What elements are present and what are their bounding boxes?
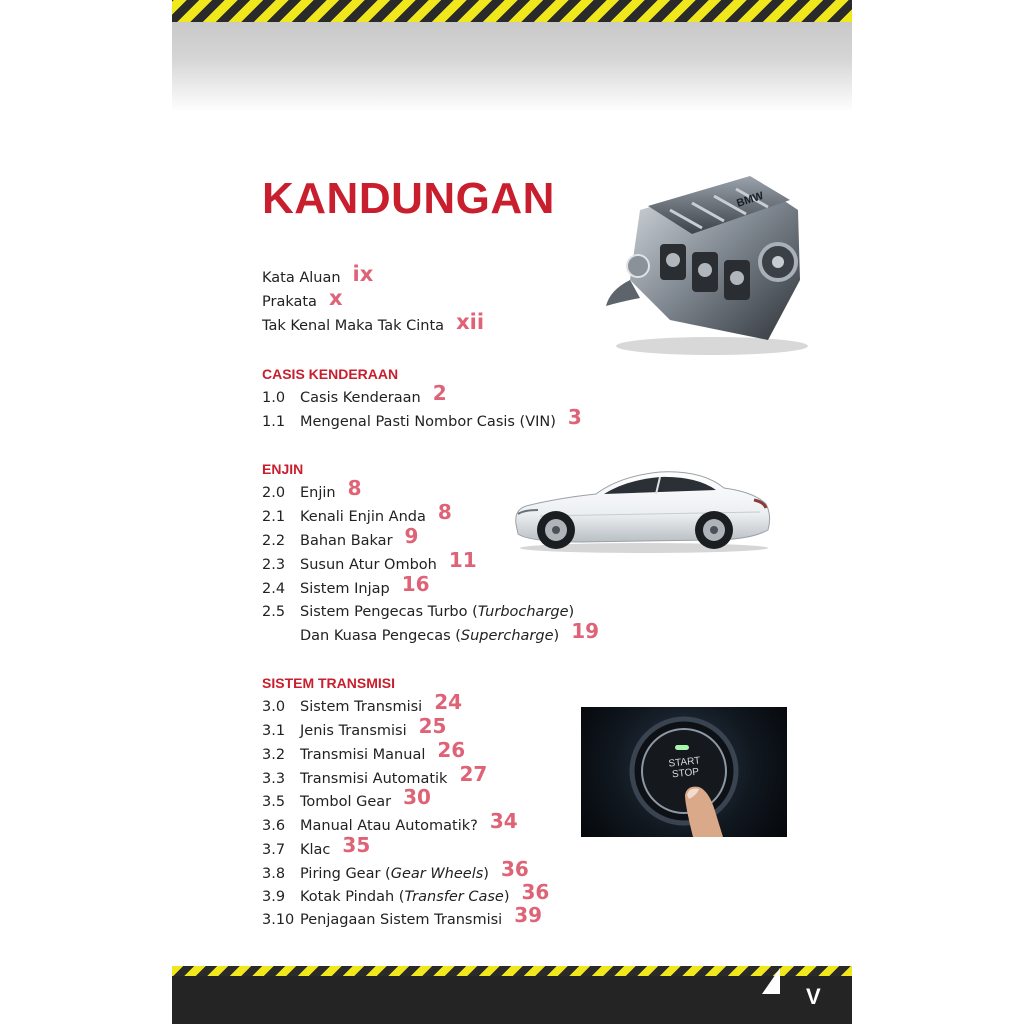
toc-label: Klac <box>300 842 331 858</box>
toc-number: 3.3 <box>262 771 286 787</box>
toc-entry <box>262 903 543 932</box>
toc-page-number: 27 <box>459 762 488 786</box>
toc-label: Transmisi Manual <box>300 747 426 763</box>
toc-label-italic: Supercharge <box>460 628 554 644</box>
toc-label: Tombol Gear <box>300 794 392 810</box>
toc-entry <box>262 381 447 410</box>
toc-page-number: 8 <box>347 476 362 500</box>
toc-number: 1.1 <box>262 414 286 430</box>
toc-page-number: 16 <box>401 572 430 596</box>
toc-number: 3.5 <box>262 794 286 810</box>
toc-number: 3.1 <box>262 723 286 739</box>
toc-page-number: 35 <box>342 833 371 857</box>
toc-number: 3.0 <box>262 699 286 715</box>
toc-label: Manual Atau Automatik? <box>300 818 478 834</box>
toc-number: 2.1 <box>262 509 286 525</box>
toc-page-number: 3 <box>567 405 582 429</box>
toc-page-number: 30 <box>403 785 431 809</box>
start-stop-button-image <box>581 707 787 837</box>
toc-number: 1.0 <box>262 390 286 406</box>
book-page <box>172 0 852 1024</box>
toc-page-number: 11 <box>448 548 477 572</box>
button-text-stop: STOP <box>671 766 700 781</box>
hazard-stripe-top <box>172 0 852 22</box>
toc-label: Dan Kuasa Pengecas (Supercharge) <box>300 628 560 644</box>
toc-entry <box>262 738 466 767</box>
toc-entry <box>262 785 431 814</box>
toc-entry <box>262 524 419 553</box>
toc-label: Kenali Enjin Anda <box>300 509 426 525</box>
toc-number: 2.3 <box>262 557 286 573</box>
toc-number: 3.7 <box>262 842 286 858</box>
toc-label-italic: Turbocharge <box>477 604 569 620</box>
toc-page-number: xii <box>456 310 485 334</box>
toc-page-number: 24 <box>434 690 463 714</box>
toc-page-number: 36 <box>521 880 550 904</box>
toc-label-italic: Transfer Case <box>404 889 504 905</box>
toc-label: Enjin <box>300 485 336 501</box>
toc-entry <box>262 714 447 743</box>
toc-entry-front <box>262 310 485 338</box>
toc-page-number: 36 <box>500 857 529 881</box>
toc-page-number: 9 <box>404 524 419 548</box>
engine-badge-text: BMW <box>735 189 766 210</box>
toc-label: Penjagaan Sistem Transmisi <box>300 912 503 928</box>
page-title: KANDUNGAN <box>262 174 555 223</box>
toc-entry <box>262 476 362 505</box>
toc-entry <box>262 762 488 791</box>
toc-page-number: 34 <box>489 809 518 833</box>
header-gradient <box>172 22 852 112</box>
toc-number: 3.8 <box>262 866 286 882</box>
section-heading-casis: CASIS KENDERAAN <box>262 366 399 382</box>
toc-entry <box>262 857 529 886</box>
toc-entry <box>262 405 582 434</box>
section-heading-enjin: ENJIN <box>262 461 304 477</box>
page-number-tab <box>762 968 780 994</box>
toc-page-number: 26 <box>437 738 466 762</box>
toc-label: Sistem Injap <box>300 581 390 597</box>
toc-label: Transmisi Automatik <box>300 771 448 787</box>
toc-entry <box>262 572 430 601</box>
toc-page-number: 39 <box>514 903 543 927</box>
toc-number: 3.9 <box>262 889 286 905</box>
toc-label: Casis Kenderaan <box>300 390 421 406</box>
toc-entry <box>262 809 518 838</box>
toc-label: Sistem Pengecas Turbo (Turbocharge) <box>300 604 575 620</box>
toc-entry <box>262 833 371 862</box>
toc-page-number: 2 <box>432 381 447 405</box>
toc-label: Piring Gear (Gear Wheels) <box>300 866 489 882</box>
toc-number: 2.5 <box>262 604 286 620</box>
toc-label: Kata Aluan <box>262 270 341 286</box>
toc-page-number: ix <box>352 262 374 286</box>
toc-number: 2.4 <box>262 581 286 597</box>
toc-label-italic: Gear Wheels <box>390 866 484 882</box>
toc-number: 3.10 <box>262 912 295 928</box>
page-number: V <box>806 984 821 1009</box>
engine-image <box>600 170 822 360</box>
toc-label: Prakata <box>262 294 317 310</box>
car-image <box>510 464 774 556</box>
toc-label: Jenis Transmisi <box>300 723 407 739</box>
toc-label: Bahan Bakar <box>300 533 393 549</box>
toc-entry <box>262 500 452 529</box>
toc-entry-front <box>262 262 374 290</box>
toc-number: 3.2 <box>262 747 286 763</box>
toc-label: Mengenal Pasti Nombor Casis (VIN) <box>300 414 556 430</box>
toc-entry-front <box>262 286 343 314</box>
toc-entry <box>262 600 574 624</box>
button-text-start: START <box>668 755 701 770</box>
toc-page-number: 25 <box>418 714 447 738</box>
section-heading-transmisi: SISTEM TRANSMISI <box>262 675 396 691</box>
hazard-stripe-bottom <box>172 966 852 976</box>
toc-number: 2.0 <box>262 485 286 501</box>
toc-label: Tak Kenal Maka Tak Cinta <box>262 318 445 334</box>
toc-entry <box>262 880 550 909</box>
toc-label: Susun Atur Omboh <box>300 557 437 573</box>
toc-page-number: 8 <box>437 500 452 524</box>
toc-number: 3.6 <box>262 818 286 834</box>
toc-entry-continued <box>262 619 600 648</box>
toc-page-number: x <box>328 286 343 310</box>
toc-page-number: 19 <box>571 619 600 643</box>
toc-number: 2.2 <box>262 533 286 549</box>
toc-label: Sistem Transmisi <box>300 699 423 715</box>
toc-label: Kotak Pindah (Transfer Case) <box>300 889 510 905</box>
toc-entry <box>262 548 477 577</box>
footer-bar <box>172 976 852 1024</box>
